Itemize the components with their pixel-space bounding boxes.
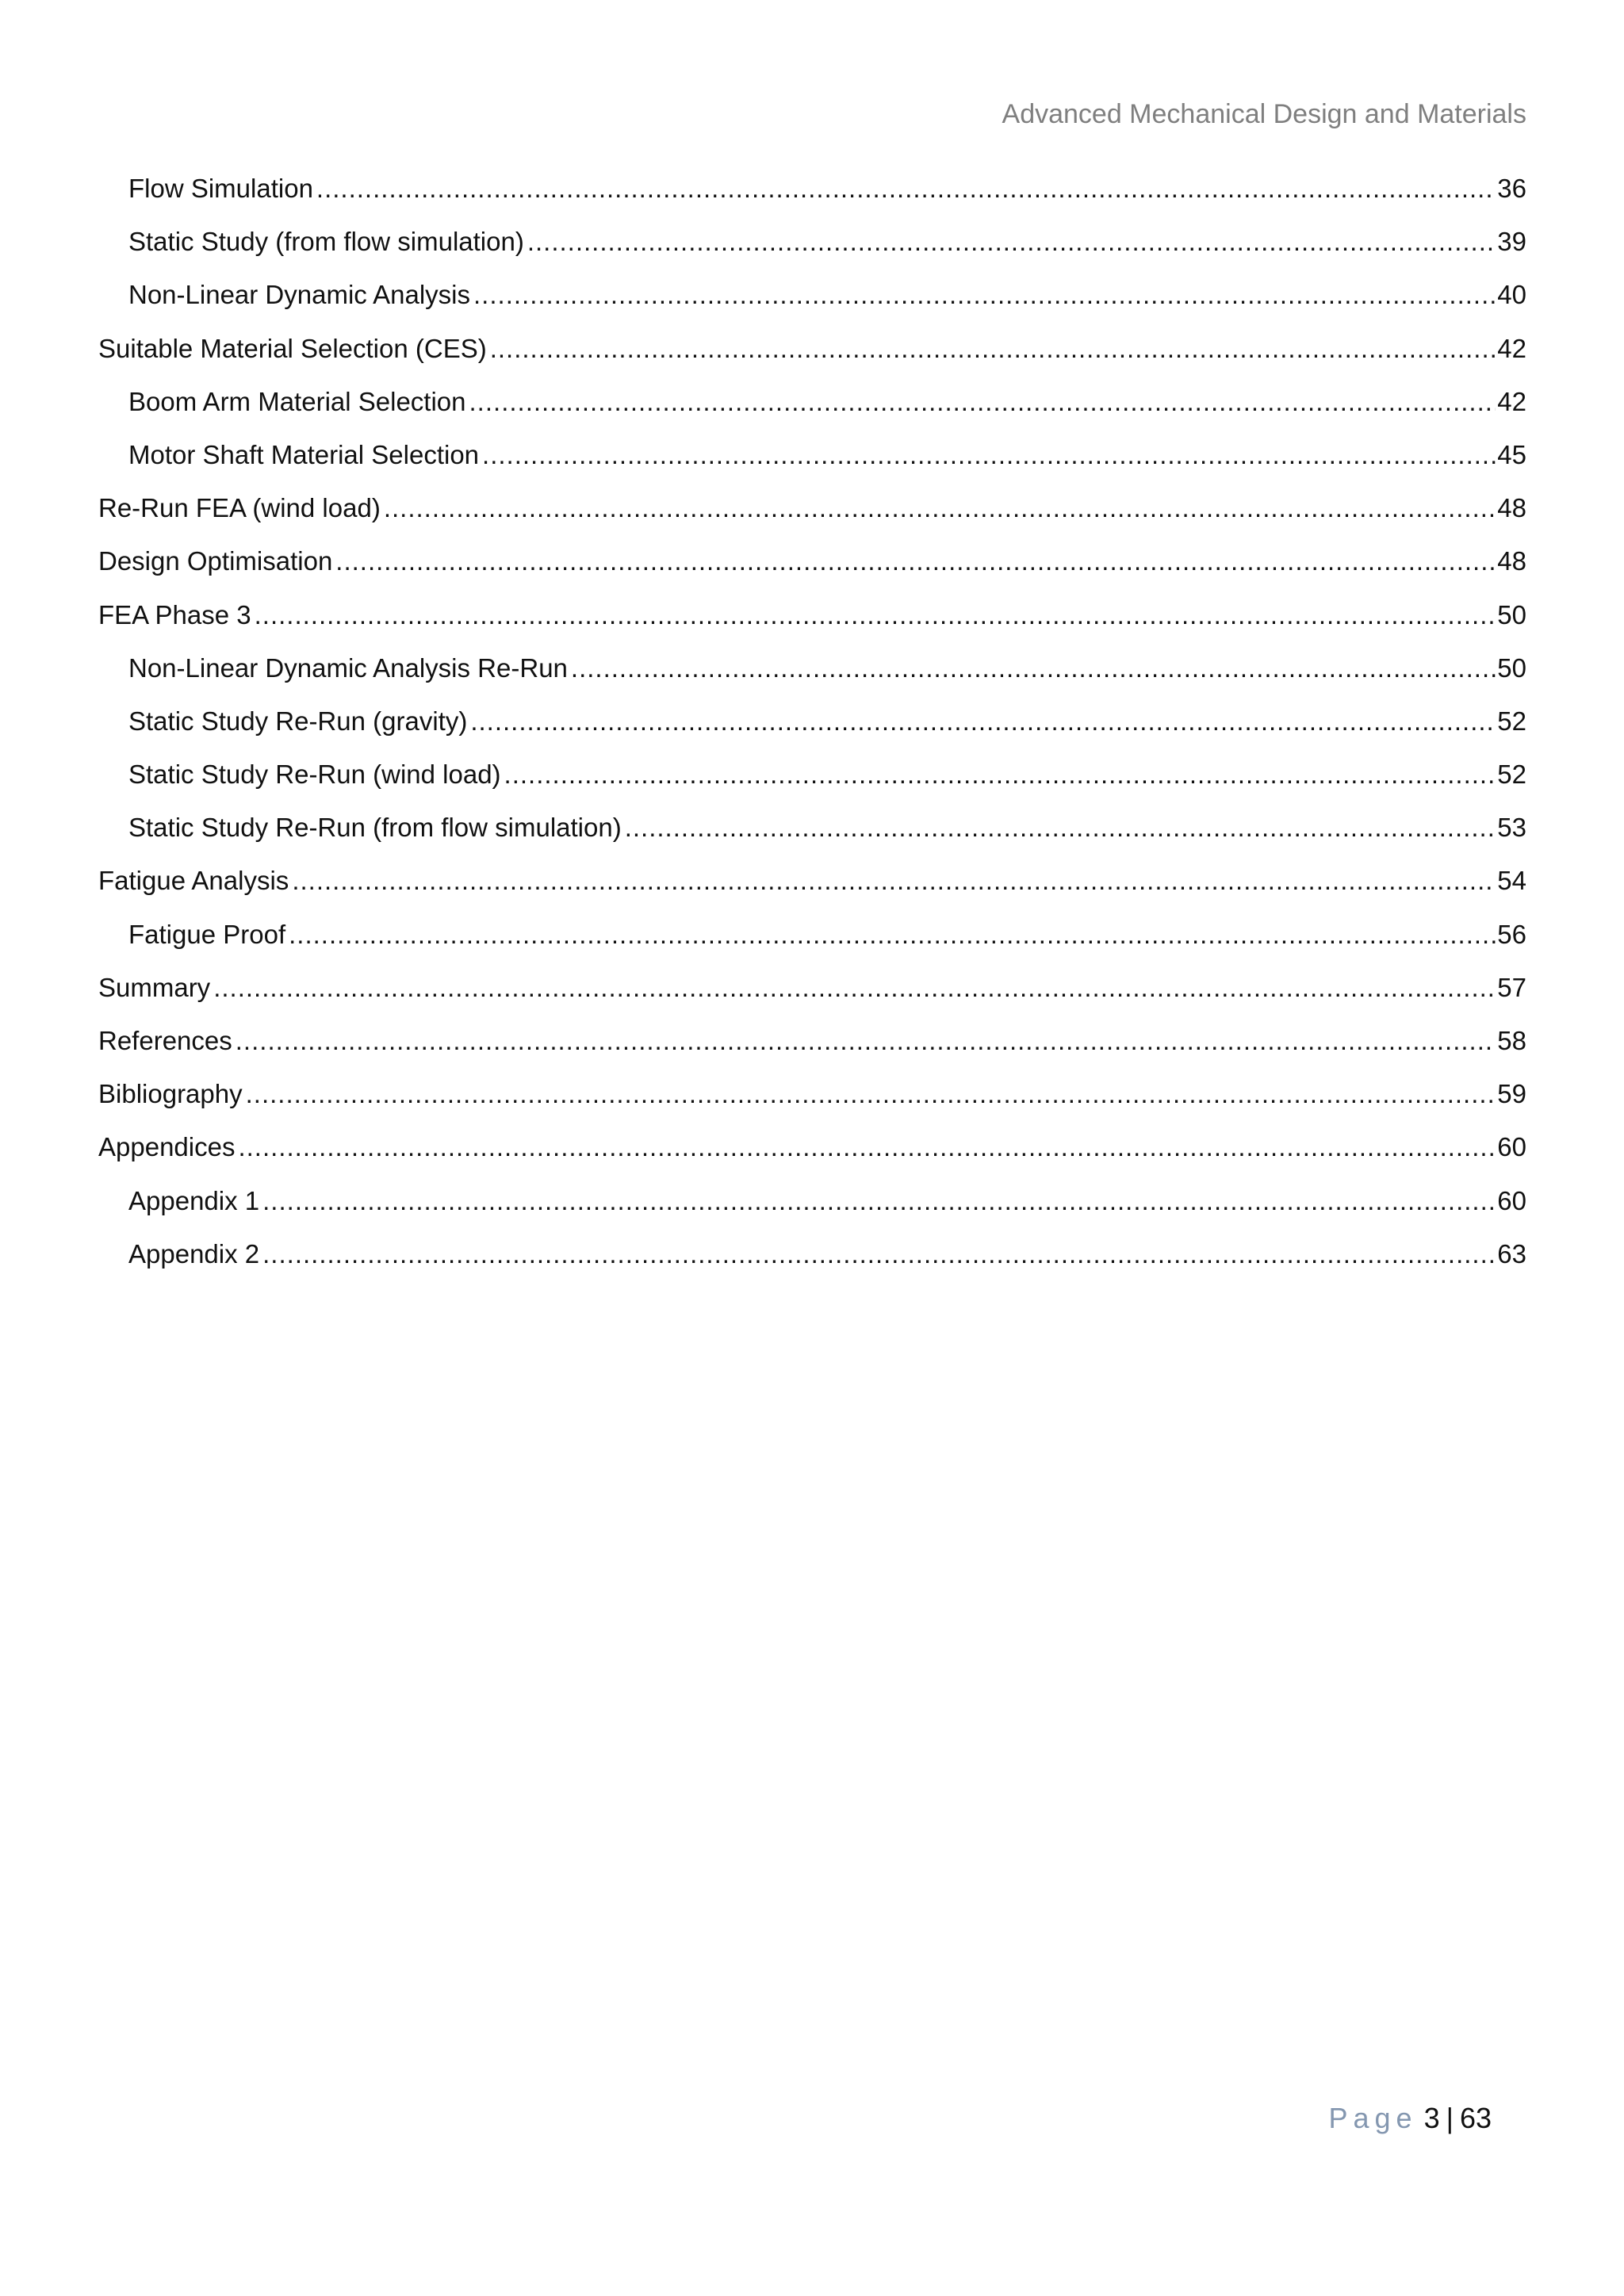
- toc-entry-title: Fatigue Proof: [128, 919, 286, 949]
- toc-entry-title: Bibliography: [98, 1079, 243, 1109]
- page-label: Page: [1328, 2102, 1418, 2134]
- toc-entry[interactable]: [98, 862, 1526, 915]
- toc-entry-title: Non-Linear Dynamic Analysis Re-Run: [128, 652, 568, 683]
- toc-entry-page-number: 53: [1497, 813, 1526, 843]
- toc-dot-leader: [213, 969, 1496, 1007]
- page-footer: [1328, 2101, 1492, 2136]
- toc-dot-leader: [246, 1075, 1496, 1113]
- toc-dot-leader: [469, 383, 1496, 421]
- toc-entry-title: Boom Arm Material Selection: [128, 386, 466, 416]
- toc-entry[interactable]: [98, 1128, 1526, 1181]
- toc-entry-title: Summary: [98, 972, 211, 1002]
- toc-dot-leader: [384, 489, 1496, 527]
- toc-dot-leader: [335, 542, 1496, 580]
- toc-entry-page-number: 36: [1497, 174, 1526, 203]
- toc-entry-page-number: 48: [1497, 493, 1526, 523]
- toc-entry[interactable]: [98, 489, 1526, 542]
- toc-dot-leader: [236, 1022, 1496, 1060]
- toc-dot-leader: [527, 223, 1496, 261]
- toc-entry[interactable]: [98, 1075, 1526, 1128]
- toc-entry[interactable]: [98, 1235, 1526, 1288]
- toc-dot-leader: [262, 1182, 1496, 1220]
- toc-entry-page-number: 60: [1497, 1132, 1526, 1162]
- toc-entry-title: Re-Run FEA (wind load): [98, 493, 381, 523]
- toc-entry-page-number: 42: [1497, 386, 1526, 416]
- toc-entry-page-number: 54: [1497, 866, 1526, 896]
- toc-entry[interactable]: [98, 330, 1526, 383]
- toc-entry[interactable]: [98, 383, 1526, 436]
- toc-dot-leader: [289, 916, 1496, 954]
- toc-entry[interactable]: [98, 756, 1526, 809]
- toc-entry-title: Appendices: [98, 1132, 236, 1162]
- toc-dot-leader: [292, 862, 1496, 900]
- toc-entry-page-number: 40: [1497, 280, 1526, 310]
- toc-dot-leader: [504, 756, 1496, 794]
- toc-entry[interactable]: [98, 1182, 1526, 1235]
- toc-entry[interactable]: [98, 436, 1526, 489]
- page-separator: |: [1446, 2102, 1454, 2134]
- toc-entry[interactable]: [98, 276, 1526, 329]
- toc-entry[interactable]: [98, 223, 1526, 276]
- toc-entry[interactable]: [98, 649, 1526, 702]
- toc-entry-title: Motor Shaft Material Selection: [128, 439, 480, 469]
- toc-entry-page-number: 57: [1497, 972, 1526, 1002]
- toc-entry-title: Suitable Material Selection (CES): [98, 333, 487, 363]
- toc-entry[interactable]: [98, 969, 1526, 1022]
- toc-entry[interactable]: [98, 542, 1526, 595]
- toc-entry-page-number: 63: [1497, 1238, 1526, 1269]
- toc-entry[interactable]: [98, 596, 1526, 649]
- toc-entry-title: Static Study Re-Run (from flow simulation): [128, 813, 622, 843]
- toc-dot-leader: [255, 596, 1496, 634]
- toc-entry-title: Static Study (from flow simulation): [128, 227, 524, 257]
- toc-entry[interactable]: [98, 809, 1526, 862]
- toc-dot-leader: [571, 649, 1496, 687]
- toc-dot-leader: [473, 276, 1496, 314]
- toc-entry-title: Fatigue Analysis: [98, 866, 289, 896]
- toc-entry-title: Design Optimisation: [98, 546, 333, 576]
- table-of-contents: [98, 170, 1526, 1288]
- toc-entry[interactable]: [98, 916, 1526, 969]
- toc-dot-leader: [482, 436, 1496, 474]
- toc-entry-title: Flow Simulation: [128, 174, 313, 203]
- toc-entry-page-number: 50: [1497, 652, 1526, 683]
- total-pages-number: 63: [1459, 2102, 1492, 2134]
- toc-dot-leader: [470, 702, 1496, 740]
- toc-entry-title: Appendix 1: [128, 1185, 260, 1215]
- toc-entry[interactable]: [98, 1022, 1526, 1075]
- toc-entry-page-number: 50: [1497, 599, 1526, 629]
- toc-entry-page-number: 52: [1497, 706, 1526, 736]
- toc-entry-title: Static Study Re-Run (gravity): [128, 706, 468, 736]
- toc-entry-page-number: 56: [1497, 919, 1526, 949]
- toc-entry-page-number: 48: [1497, 546, 1526, 576]
- toc-entry-title: Non-Linear Dynamic Analysis: [128, 280, 471, 310]
- toc-entry[interactable]: [98, 702, 1526, 756]
- toc-entry-title: Appendix 2: [128, 1238, 260, 1269]
- toc-entry-page-number: 52: [1497, 760, 1526, 790]
- toc-entry-title: Static Study Re-Run (wind load): [128, 760, 501, 790]
- toc-entry-page-number: 45: [1497, 439, 1526, 469]
- toc-dot-leader: [490, 330, 1496, 368]
- toc-entry-page-number: 42: [1497, 333, 1526, 363]
- toc-dot-leader: [316, 170, 1496, 208]
- page-header-title: Advanced Mechanical Design and Materials: [1002, 99, 1526, 129]
- toc-entry-page-number: 60: [1497, 1185, 1526, 1215]
- toc-entry-title: References: [98, 1026, 232, 1055]
- toc-entry-page-number: 39: [1497, 227, 1526, 257]
- toc-entry-title: FEA Phase 3: [98, 599, 251, 629]
- toc-dot-leader: [262, 1235, 1496, 1273]
- toc-dot-leader: [625, 809, 1496, 847]
- toc-entry-page-number: 58: [1497, 1026, 1526, 1055]
- toc-dot-leader: [238, 1128, 1496, 1166]
- current-page-number: 3: [1423, 2102, 1440, 2134]
- toc-entry[interactable]: [98, 170, 1526, 223]
- toc-entry-page-number: 59: [1497, 1079, 1526, 1109]
